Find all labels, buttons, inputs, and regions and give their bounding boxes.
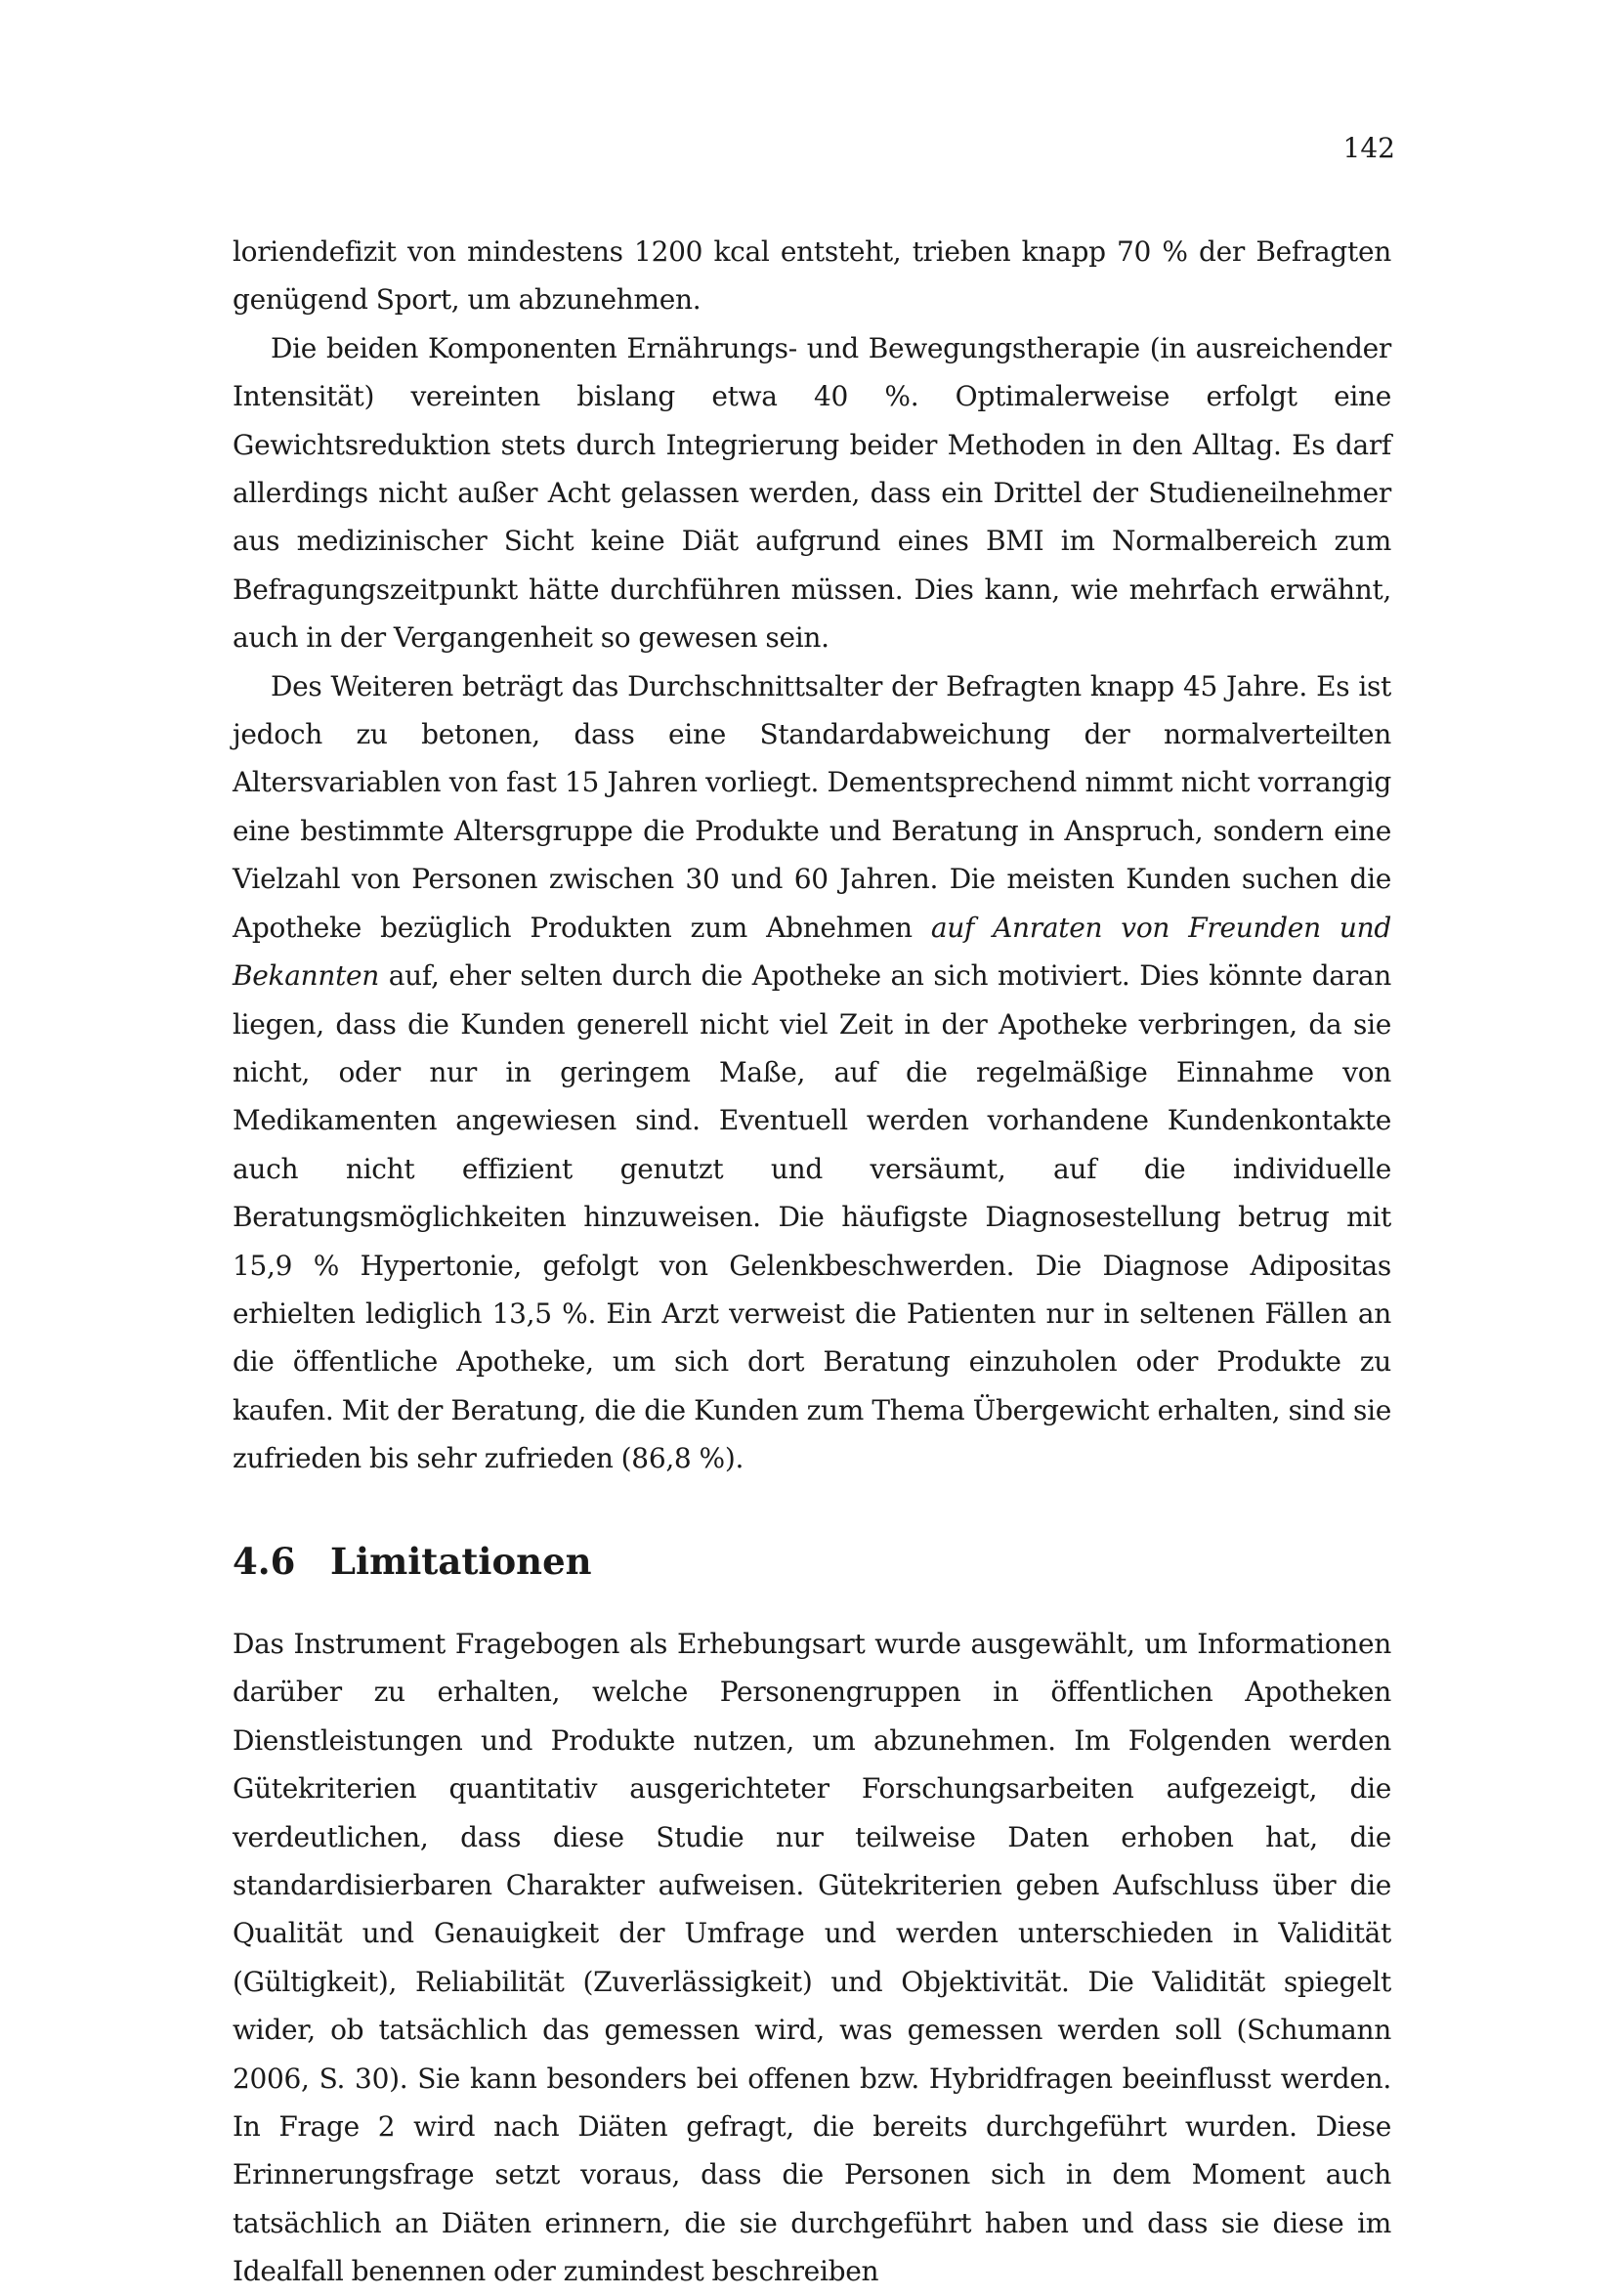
emphasized-phrase: auf Anraten von Freunden und Bekannten bbox=[233, 911, 1392, 993]
paragraph-continued: loriendefizit von mindestens 1200 kcal entsteht, trieben knapp 70 % der Befragten genügend Sport, um abzunehmen. bbox=[233, 235, 1391, 317]
paragraph-demographics-text-1: Des Weiteren beträgt das Durchschnittsalter der Befragten knapp 45 Jahre. Es ist jedoch zu betonen, dass eine Standardabweichung der normalverteilten Altersvariablen von fast 15 Jahren vorliegt. Dementsprechend nimmt nicht vorrangig eine bestimmte Altersgruppe die Produkte und Beratung in Anspruch, sondern eine Vielzahl von Personen zwischen 30 und 60 Jahren. Die meisten Kunden suchen die Apotheke bezüglich Produkten zum Abnehmen bbox=[233, 669, 1391, 944]
section-number: 4.6 bbox=[233, 1539, 296, 1583]
paragraph-diet-components: Die beiden Komponenten Ernährungs- und Bewegungstherapie (in ausreichender Intensität) vereinten bislang etwa 40 %. Optimalerweise erfolgt eine Gewichtsreduktion stets durch Integrierung beider Methoden in den Alltag. Es darf allerdings nicht außer Acht gelassen werden, dass ein Drittel der Studieneilnehmer aus medizinischer Sicht keine Diät aufgrund eines BMI im Normalbereich zum Befragungszeitpunkt hätte durchführen müssen. Dies kann, wie mehrfach erwähnt, auch in der Vergangenheit so gewesen sein. bbox=[233, 331, 1391, 655]
section-title: Limitationen bbox=[330, 1539, 592, 1583]
page-number: 142 bbox=[1342, 132, 1395, 164]
paragraph-demographics bbox=[233, 662, 1391, 1483]
paragraph-demographics-text-2: auf, eher selten durch die Apotheke an sich motiviert. Dies könnte daran liegen, dass die Kunden generell nicht viel Zeit in der Apotheke verbringen, da sie nicht, oder nur in geringem Maße, auf die regelmäßige Einnahme von Medikamenten angewiesen sind. Eventuell werden vorhandene Kundenkontakte auch nicht effizient genutzt und versäumt, auf die individuelle Beratungsmöglichkeiten hinzuweisen. Die häufigste Diagnosestellung betrug mit 15,9 % Hypertonie, gefolgt von Gelenkbeschwerden. Die Diagnose Adipositas erhielten lediglich 13,5 %. Ein Arzt verweist die Patienten nur in seltenen Fällen an die öffentliche Apotheke, um sich dort Beratung einzuholen oder Produkte zu kaufen. Mit der Beratung, die die Kunden zum Thema Übergewicht erhalten, sind sie zufrieden bis sehr zufrieden (86,8 %). bbox=[233, 959, 1391, 1475]
section-heading bbox=[233, 1540, 1391, 1583]
paragraph-limitations: Das Instrument Fragebogen als Erhebungsart wurde ausgewählt, um Informationen darüber zu erhalten, welche Personengruppen in öffentlichen Apotheken Dienstleistungen und Produkte nutzen, um abzunehmen. Im Folgenden werden Gütekriterien quantitativ ausgerichteter Forschungsarbeiten aufgezeigt, die verdeutlichen, dass diese Studie nur teilweise Daten erhoben hat, die standardisierbaren Charakter aufweisen. Gütekriterien geben Aufschluss über die Qualität und Genauigkeit der Umfrage und werden unterschieden in Validität (Gültigkeit), Reliabilität (Zuverlässigkeit) und Objektivität. Die Validität spiegelt wider, ob tatsächlich das gemessen wird, was gemessen werden soll (Schumann 2006, S. 30). Sie kann besonders bei offenen bzw. Hybridfragen beeinflusst werden. In Frage 2 wird nach Diäten gefragt, die bereits durchgeführt wurden. Diese Erinnerungsfrage setzt voraus, dass die Personen sich in dem Moment auch tatsächlich an Diäten erinnern, die sie durchgeführt haben und dass sie diese im Idealfall benennen oder zumindest beschreiben bbox=[233, 1627, 1391, 2288]
page-body bbox=[233, 228, 1391, 2296]
